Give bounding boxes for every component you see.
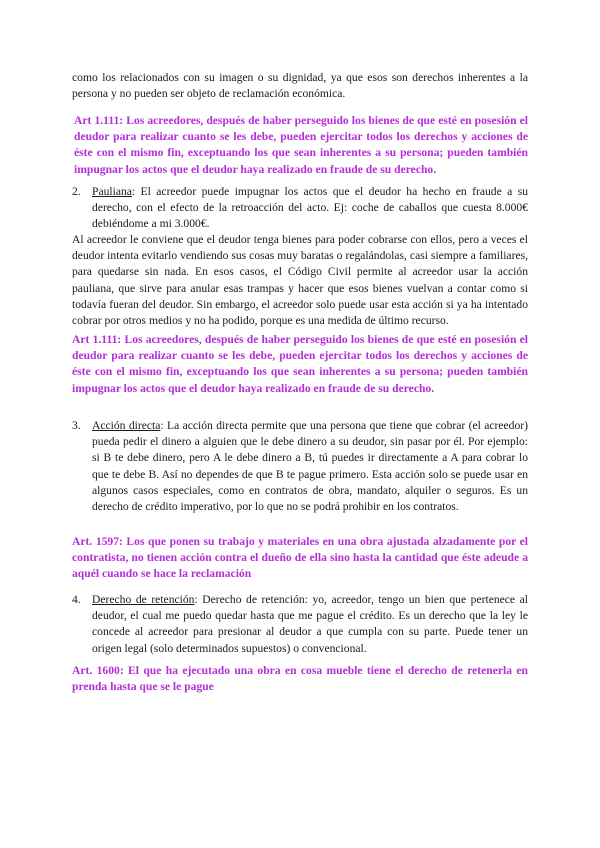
item-number: 4. [72,593,81,606]
article-1111-first: Art 1.111: Los acreedores, después de haber perseguido los bienes de que esté en posesión el deudor para realizar cuanto se les debe, pueden ejercitar todos los derechos y acciones de éste con el mismo fin, exceptuando los que sean inherentes a su persona; pueden también impugnar los actos que el deudor haya realizado en fraude de su derecho. [74,114,528,176]
item-number: 3. [72,419,81,432]
item-title: Pauliana [92,185,132,198]
item-title: Acción directa [92,419,161,432]
item-title: Derecho de retención [92,593,195,606]
list-item-pauliana [72,184,528,233]
item-text: : Derecho de retención: yo, acreedor, tengo un bien que pertenece al deudor, el cual me puedo quedar hasta que me pague el crédito. Es un derecho que la ley le concede al acreedor para presionar al deudor a que cumpla con su parte. Puede tener un origen legal (solo determinados supuestos) o convencional. [92,593,528,655]
article-1597: Art. 1597: Los que ponen su trabajo y materiales en una obra ajustada alzadamente por el contratista, no tienen acción contra el dueño de ella sino hasta la cantidad que éste adeude a aquél cuando se hace la reclamación [72,535,528,581]
intro-paragraph: como los relacionados con su imagen o su dignidad, ya que esos son derechos inherentes a la persona y no pueden ser objeto de reclamación económica. [72,71,528,101]
list-item-accion-directa [72,418,528,515]
item-text: : El acreedor puede impugnar los actos que el deudor ha hecho en fraude a su derecho, con el efecto de la retroacción del acto. Ej: coche de caballos que cuesta 8.000€ debiéndome a mi 3.000€. [92,185,528,231]
pauliana-explanation: Al acreedor le conviene que el deudor tenga bienes para poder cobrarse con ellos, pero a veces el deudor intenta evitarlo vendiendo sus cosas muy baratas o regalándolas, casi siempre a familiares, para quedarse sin nada. En esos casos, el Código Civil permite al acreedor usar la acción pauliana, que sirve para anular esas trampas y hacer que esos bienes vuelvan a contar como si todavía fueran del deudor. Sin embargo, el acreedor solo puede usar esta acción si ya ha intentado cobrar por otros medios y no ha podido, porque es una medida de último recurso. [72,233,528,328]
item-number: 2. [72,185,81,198]
list-item-derecho-retencion [72,592,528,657]
article-1600: Art. 1600: El que ha ejecutado una obra en cosa mueble tiene el derecho de retenerla en prenda hasta que se le pague [72,664,528,694]
article-1111-second: Art 1.111: Los acreedores, después de haber perseguido los bienes de que esté en posesión el deudor para realizar cuanto se les debe, pueden ejercitar todos los derechos y acciones de éste con el mismo fin, exceptuando los que sean inherentes a su persona; pueden también impugnar los actos que el deudor haya realizado en fraude de su derecho. [72,333,528,395]
item-text: : La acción directa permite que una persona que tiene que cobrar (el acreedor) pueda pedir el dinero a alguien que le debe dinero a su deudor, sin pasar por él. Por ejemplo: si B te debe dinero, pero A le debe dinero a B, tú puedes ir directamente a A para cobrar lo que te debe B. Así no dependes de que B te pague primero. Esta acción solo se puede usar en algunos casos especiales, como en contratos de obra, mandato, alquiler o seguros. Es un derecho de crédito imperativo, por lo que no se podrá prohibir en los contratos. [92,419,528,514]
